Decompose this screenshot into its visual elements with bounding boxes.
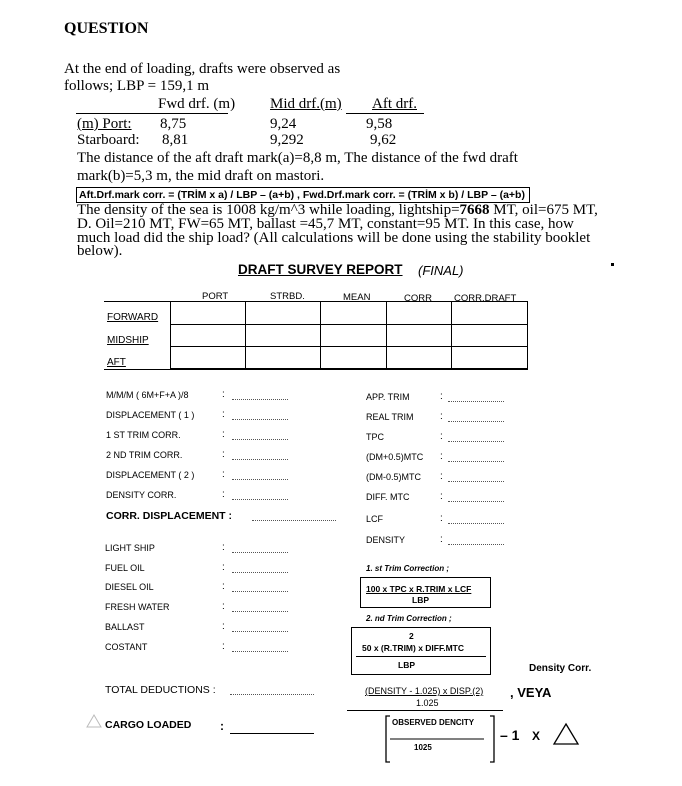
item-density-corr: DENSITY CORR. bbox=[106, 490, 177, 500]
col-mean: MEAN bbox=[343, 292, 371, 303]
trim1-denominator: LBP bbox=[412, 595, 429, 605]
colon: : bbox=[222, 641, 225, 652]
row-forward: FORWARD bbox=[107, 312, 159, 323]
port-label: (m) Port: bbox=[77, 116, 132, 132]
fill-line[interactable] bbox=[448, 481, 504, 482]
question-line-3: The distance of the aft draft mark(a)=8,8 m, The distance of the fwd draft bbox=[77, 150, 518, 166]
colon: : bbox=[440, 391, 443, 402]
ded-fresh-water: FRESH WATER bbox=[105, 602, 170, 612]
ded-light-ship: LIGHT SHIP bbox=[105, 543, 155, 553]
fill-line[interactable] bbox=[232, 439, 288, 440]
fill-line[interactable] bbox=[232, 499, 288, 500]
density-numerator: (DENSITY - 1.025) x DISP.(2) bbox=[365, 686, 484, 696]
item-2nd-trim: 2 ND TRIM CORR. bbox=[106, 450, 183, 460]
item-displacement-2: DISPLACEMENT ( 2 ) bbox=[106, 470, 195, 480]
item-dm-plus-mtc: (DM+0.5)MTC bbox=[366, 452, 424, 462]
trim2-numerator: 50 x (R.TRIM) x DIFF.MTC bbox=[362, 643, 465, 653]
fill-line[interactable] bbox=[230, 694, 314, 695]
fill-line[interactable] bbox=[448, 501, 504, 502]
trim1-numerator: 100 x TPC x R.TRIM x LCF bbox=[366, 584, 472, 594]
question-line-6: D. Oil=210 MT, FW=65 MT, ballast =45,7 MT, constant=95 MT. In this case, how bbox=[77, 216, 574, 232]
ded-constant: COSTANT bbox=[105, 642, 148, 652]
colon: : bbox=[440, 431, 443, 442]
question-title: QUESTION bbox=[64, 20, 149, 37]
question-line-2: follows; LBP = 159,1 m bbox=[64, 78, 209, 94]
trim2-denominator: LBP bbox=[398, 660, 415, 670]
fill-line[interactable] bbox=[232, 479, 288, 480]
report-title: DRAFT SURVEY REPORT bbox=[238, 262, 403, 277]
fraction-bar bbox=[356, 656, 486, 657]
density-denominator: 1.025 bbox=[416, 698, 439, 708]
fill-line[interactable] bbox=[232, 552, 288, 553]
fill-line[interactable] bbox=[232, 591, 288, 592]
delta-icon bbox=[552, 722, 580, 746]
item-density: DENSITY bbox=[366, 535, 406, 545]
trim2-superscript: 2 bbox=[409, 631, 414, 641]
fill-line[interactable] bbox=[232, 611, 288, 612]
triangle-icon bbox=[86, 714, 102, 728]
col-corr: CORR bbox=[404, 293, 432, 304]
fill-line[interactable] bbox=[232, 459, 288, 460]
ded-ballast: BALLAST bbox=[105, 622, 145, 632]
item-lcf: LCF bbox=[366, 514, 384, 524]
ded-diesel-oil: DIESEL OIL bbox=[105, 582, 154, 592]
col-corr-draft: CORR.DRAFT bbox=[454, 293, 517, 304]
density-underline bbox=[347, 710, 503, 711]
question-line-7: much load did the ship load? (All calculations will be done using the stability booklet bbox=[77, 230, 591, 246]
colon: : bbox=[222, 469, 225, 480]
fill-line[interactable] bbox=[232, 399, 288, 400]
colon: : bbox=[440, 451, 443, 462]
colon: : bbox=[440, 534, 443, 545]
header-fwd: Fwd drf. (m) bbox=[158, 96, 236, 112]
colon: : bbox=[222, 562, 225, 573]
colon: : bbox=[222, 601, 225, 612]
starboard-fwd: 8,81 bbox=[162, 132, 189, 148]
header-mid: Mid drf.(m) bbox=[270, 96, 342, 112]
cargo-loaded: CARGO LOADED bbox=[105, 719, 192, 731]
item-displacement-1: DISPLACEMENT ( 1 ) bbox=[106, 410, 195, 420]
colon: : bbox=[440, 471, 443, 482]
report-subtitle: (FINAL) bbox=[418, 263, 464, 278]
starboard-label: Starboard: bbox=[77, 132, 140, 148]
colon: : bbox=[440, 513, 443, 524]
starboard-aft: 9,62 bbox=[370, 132, 397, 148]
item-1st-trim: 1 ST TRIM CORR. bbox=[106, 430, 181, 440]
minus-one: – 1 bbox=[500, 727, 520, 743]
colon: : bbox=[220, 719, 224, 733]
colon: : bbox=[440, 491, 443, 502]
fill-line[interactable] bbox=[232, 631, 288, 632]
fill-line[interactable] bbox=[448, 421, 504, 422]
colon: : bbox=[222, 581, 225, 592]
item-mmm: M/M/M ( 6M+F+A )/8 bbox=[106, 390, 189, 400]
fill-line[interactable] bbox=[448, 461, 504, 462]
fill-line[interactable] bbox=[448, 544, 504, 545]
fill-line[interactable] bbox=[448, 523, 504, 524]
fill-line[interactable] bbox=[252, 520, 336, 521]
times-sign: X bbox=[532, 729, 541, 743]
observed-density: OBSERVED DENCITY bbox=[392, 718, 475, 727]
question-line-8: below). bbox=[77, 243, 123, 259]
port-mid: 9,24 bbox=[270, 116, 297, 132]
formula-box: Aft.Drf.mark corr. = (TRİM x a) / LBP – (a+b) , Fwd.Drf.mark corr. = (TRİM x b) / LBP – (a+b) bbox=[76, 187, 530, 203]
veya-label: , VEYA bbox=[510, 685, 552, 700]
col-port: PORT bbox=[202, 291, 229, 302]
corr-displacement: CORR. DISPLACEMENT : bbox=[106, 510, 233, 522]
ded-fuel-oil: FUEL OIL bbox=[105, 563, 145, 573]
observed-denominator: 1025 bbox=[414, 743, 432, 752]
fill-line[interactable] bbox=[448, 441, 504, 442]
item-app-trim: APP. TRIM bbox=[366, 392, 410, 402]
port-aft: 9,58 bbox=[366, 116, 393, 132]
starboard-mid: 9,292 bbox=[270, 132, 304, 148]
corner-mark bbox=[611, 263, 614, 266]
fill-line[interactable] bbox=[232, 572, 288, 573]
fill-line[interactable] bbox=[232, 419, 288, 420]
total-deductions: TOTAL DEDUCTIONS : bbox=[105, 684, 216, 696]
colon: : bbox=[222, 489, 225, 500]
item-diff-mtc: DIFF. MTC bbox=[366, 492, 410, 502]
port-fwd: 8,75 bbox=[160, 116, 187, 132]
trim1-title: 1. st Trim Correction ; bbox=[366, 564, 449, 573]
fill-line[interactable] bbox=[230, 733, 314, 734]
row-aft: AFT bbox=[107, 357, 126, 368]
question-line-5: The density of the sea is 1008 kg/m^3 while loading, lightship=7668 MT, oil=675 MT, bbox=[77, 202, 598, 218]
colon: : bbox=[222, 449, 225, 460]
fill-line[interactable] bbox=[232, 651, 288, 652]
colon: : bbox=[222, 621, 225, 632]
item-tpc: TPC bbox=[366, 432, 384, 442]
header-aft: Aft drf. bbox=[372, 96, 417, 112]
colon: : bbox=[222, 429, 225, 440]
question-line-4: mark(b)=5,3 m, the mid draft on mastori. bbox=[77, 168, 325, 184]
colon: : bbox=[222, 542, 225, 553]
colon: : bbox=[222, 409, 225, 420]
colon: : bbox=[222, 389, 225, 400]
question-line-1: At the end of loading, drafts were observed as bbox=[64, 61, 341, 77]
density-corr-label: Density Corr. bbox=[529, 663, 592, 674]
table-underline-right bbox=[346, 98, 424, 114]
item-real-trim: REAL TRIM bbox=[366, 412, 414, 422]
trim2-title: 2. nd Trim Correction ; bbox=[366, 614, 452, 623]
row-midship: MIDSHIP bbox=[107, 335, 149, 346]
col-strbd: STRBD. bbox=[270, 291, 305, 302]
item-dm-minus-mtc: (DM-0.5)MTC bbox=[366, 472, 421, 482]
colon: : bbox=[440, 411, 443, 422]
fill-line[interactable] bbox=[448, 401, 504, 402]
